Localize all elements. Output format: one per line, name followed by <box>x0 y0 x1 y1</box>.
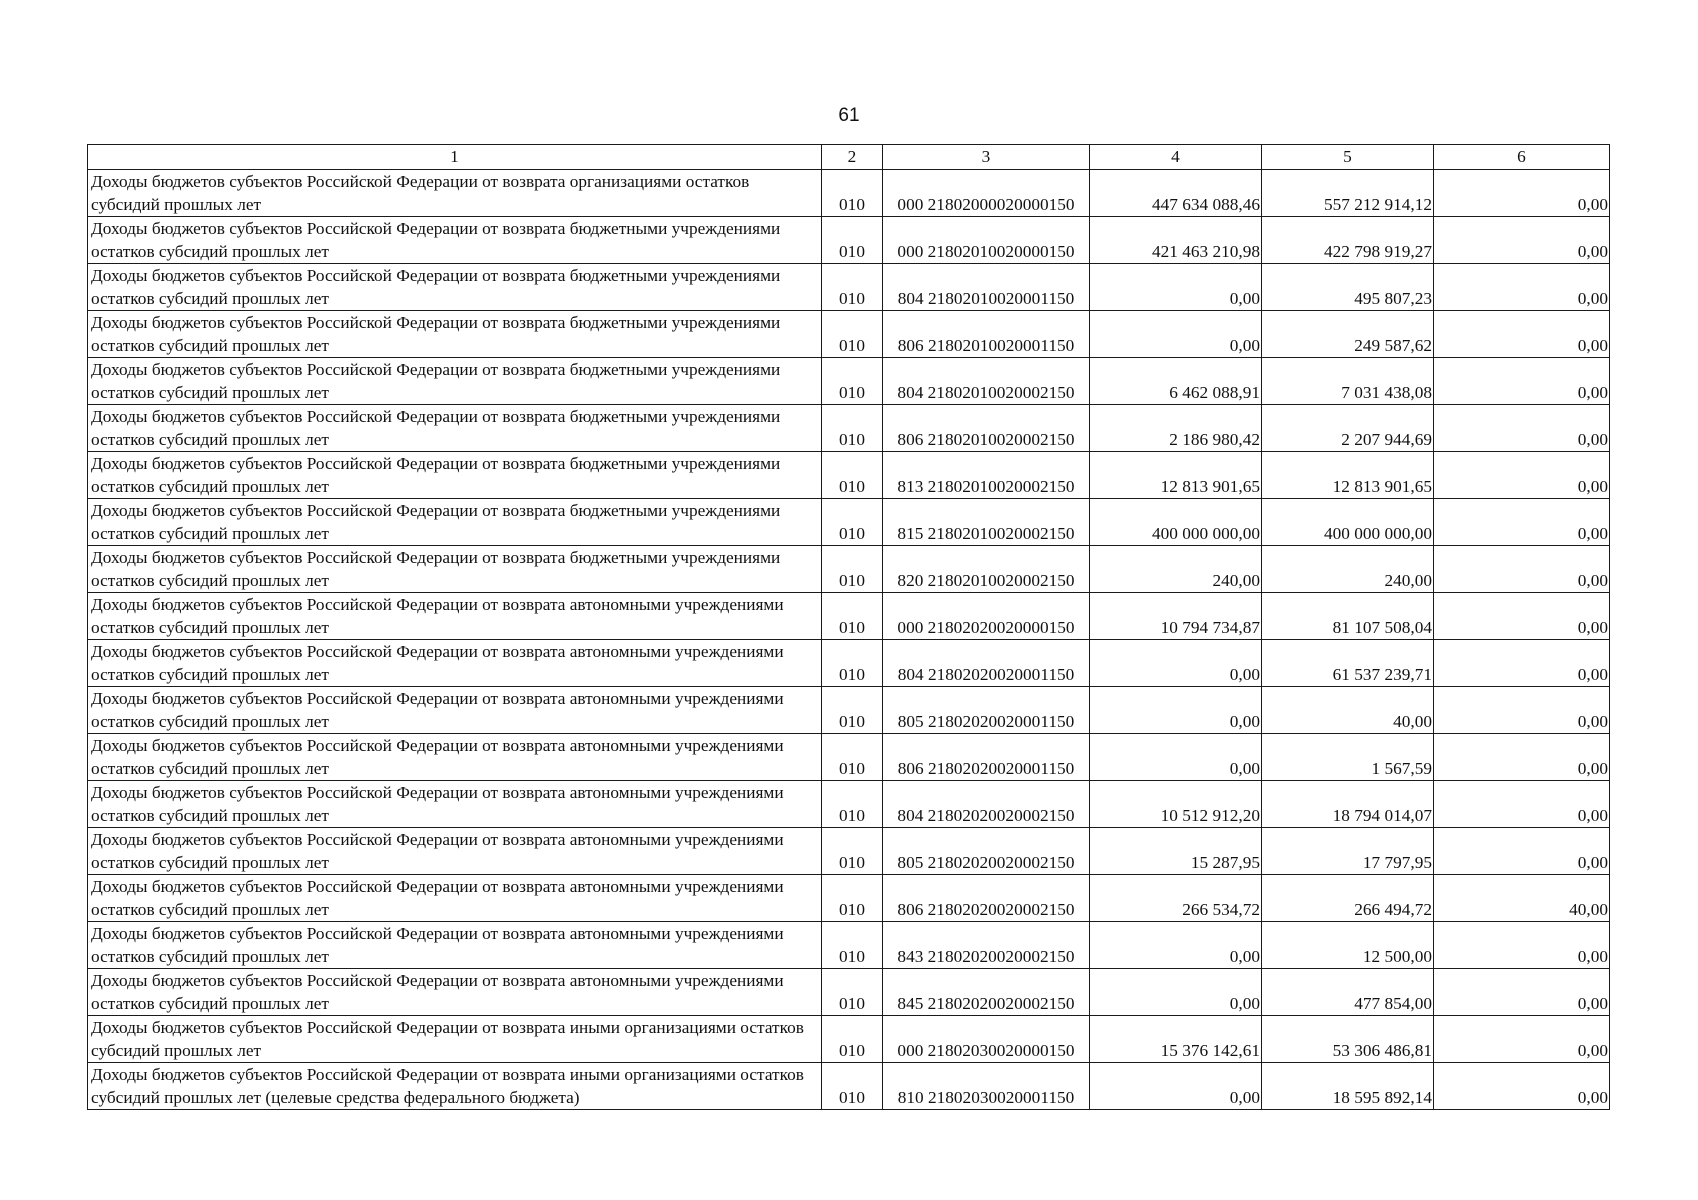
amount-col-5-cell: 53 306 486,81 <box>1262 1016 1434 1063</box>
amount-col-5-cell: 557 212 914,12 <box>1262 170 1434 217</box>
table-row <box>88 405 1610 452</box>
amount-col-6-cell: 0,00 <box>1434 264 1610 311</box>
amount-col-5-cell: 2 207 944,69 <box>1262 405 1434 452</box>
budget-code-cell: 815 21802010020002150 <box>883 499 1090 546</box>
header-row <box>88 145 1610 170</box>
amount-col-4-cell: 240,00 <box>1090 546 1262 593</box>
revenue-name-cell: Доходы бюджетов субъектов Российской Федерации от возврата иными организациями остатков субсидий прошлых лет (целевые средства федерального бюджета) <box>88 1063 822 1110</box>
amount-col-4-cell: 10 512 912,20 <box>1090 781 1262 828</box>
table-row <box>88 734 1610 781</box>
amount-col-4-cell: 400 000 000,00 <box>1090 499 1262 546</box>
table-row <box>88 969 1610 1016</box>
line-code-cell: 010 <box>822 593 883 640</box>
line-code-cell: 010 <box>822 170 883 217</box>
line-code-cell: 010 <box>822 969 883 1016</box>
budget-code-cell: 000 21802010020000150 <box>883 217 1090 264</box>
revenue-name-cell: Доходы бюджетов субъектов Российской Федерации от возврата организациями остатков субсидий прошлых лет <box>88 170 822 217</box>
amount-col-4-cell: 0,00 <box>1090 264 1262 311</box>
amount-col-4-cell: 15 287,95 <box>1090 828 1262 875</box>
revenue-name-cell: Доходы бюджетов субъектов Российской Федерации от возврата бюджетными учреждениями остатков субсидий прошлых лет <box>88 452 822 499</box>
amount-col-4-cell: 0,00 <box>1090 734 1262 781</box>
page-number: 61 <box>838 105 860 126</box>
amount-col-5-cell: 12 500,00 <box>1262 922 1434 969</box>
header-col-4: 4 <box>1090 145 1262 170</box>
line-code-cell: 010 <box>822 922 883 969</box>
amount-col-4-cell: 10 794 734,87 <box>1090 593 1262 640</box>
line-code-cell: 010 <box>822 875 883 922</box>
amount-col-6-cell: 0,00 <box>1434 922 1610 969</box>
revenue-name-cell: Доходы бюджетов субъектов Российской Федерации от возврата автономными учреждениями остатков субсидий прошлых лет <box>88 734 822 781</box>
table-row <box>88 358 1610 405</box>
amount-col-5-cell: 240,00 <box>1262 546 1434 593</box>
amount-col-5-cell: 18 595 892,14 <box>1262 1063 1434 1110</box>
table-row <box>88 1063 1610 1110</box>
table-row <box>88 781 1610 828</box>
line-code-cell: 010 <box>822 499 883 546</box>
amount-col-4-cell: 0,00 <box>1090 640 1262 687</box>
header-col-3: 3 <box>883 145 1090 170</box>
amount-col-6-cell: 0,00 <box>1434 170 1610 217</box>
revenue-name-cell: Доходы бюджетов субъектов Российской Федерации от возврата автономными учреждениями остатков субсидий прошлых лет <box>88 781 822 828</box>
header-col-1: 1 <box>88 145 822 170</box>
amount-col-4-cell: 421 463 210,98 <box>1090 217 1262 264</box>
amount-col-4-cell: 0,00 <box>1090 311 1262 358</box>
header-col-6: 6 <box>1434 145 1610 170</box>
table-row <box>88 170 1610 217</box>
budget-code-cell: 000 21802030020000150 <box>883 1016 1090 1063</box>
table-header <box>88 145 1610 170</box>
amount-col-6-cell: 0,00 <box>1434 734 1610 781</box>
report-table <box>87 144 1610 1110</box>
revenue-name-cell: Доходы бюджетов субъектов Российской Федерации от возврата автономными учреждениями остатков субсидий прошлых лет <box>88 969 822 1016</box>
line-code-cell: 010 <box>822 405 883 452</box>
amount-col-5-cell: 400 000 000,00 <box>1262 499 1434 546</box>
revenue-name-cell: Доходы бюджетов субъектов Российской Федерации от возврата автономными учреждениями остатков субсидий прошлых лет <box>88 828 822 875</box>
amount-col-4-cell: 266 534,72 <box>1090 875 1262 922</box>
amount-col-5-cell: 495 807,23 <box>1262 264 1434 311</box>
amount-col-6-cell: 0,00 <box>1434 1016 1610 1063</box>
line-code-cell: 010 <box>822 217 883 264</box>
amount-col-6-cell: 0,00 <box>1434 781 1610 828</box>
revenue-name-cell: Доходы бюджетов субъектов Российской Федерации от возврата автономными учреждениями остатков субсидий прошлых лет <box>88 875 822 922</box>
budget-code-cell: 805 21802020020001150 <box>883 687 1090 734</box>
table-row <box>88 217 1610 264</box>
amount-col-6-cell: 0,00 <box>1434 969 1610 1016</box>
line-code-cell: 010 <box>822 687 883 734</box>
budget-code-cell: 000 21802000020000150 <box>883 170 1090 217</box>
amount-col-5-cell: 17 797,95 <box>1262 828 1434 875</box>
header-col-5: 5 <box>1262 145 1434 170</box>
table-row <box>88 875 1610 922</box>
amount-col-5-cell: 40,00 <box>1262 687 1434 734</box>
amount-col-6-cell: 40,00 <box>1434 875 1610 922</box>
line-code-cell: 010 <box>822 264 883 311</box>
amount-col-6-cell: 0,00 <box>1434 311 1610 358</box>
line-code-cell: 010 <box>822 358 883 405</box>
table-row <box>88 828 1610 875</box>
line-code-cell: 010 <box>822 734 883 781</box>
table-row <box>88 546 1610 593</box>
revenue-name-cell: Доходы бюджетов субъектов Российской Федерации от возврата бюджетными учреждениями остатков субсидий прошлых лет <box>88 217 822 264</box>
budget-code-cell: 805 21802020020002150 <box>883 828 1090 875</box>
budget-code-cell: 806 21802010020001150 <box>883 311 1090 358</box>
revenue-name-cell: Доходы бюджетов субъектов Российской Федерации от возврата бюджетными учреждениями остатков субсидий прошлых лет <box>88 311 822 358</box>
amount-col-6-cell: 0,00 <box>1434 687 1610 734</box>
amount-col-6-cell: 0,00 <box>1434 405 1610 452</box>
amount-col-6-cell: 0,00 <box>1434 217 1610 264</box>
budget-code-cell: 000 21802020020000150 <box>883 593 1090 640</box>
amount-col-5-cell: 477 854,00 <box>1262 969 1434 1016</box>
amount-col-4-cell: 0,00 <box>1090 922 1262 969</box>
revenue-name-cell: Доходы бюджетов субъектов Российской Федерации от возврата бюджетными учреждениями остатков субсидий прошлых лет <box>88 546 822 593</box>
line-code-cell: 010 <box>822 781 883 828</box>
table-row <box>88 452 1610 499</box>
table-row <box>88 499 1610 546</box>
budget-code-cell: 845 21802020020002150 <box>883 969 1090 1016</box>
budget-code-cell: 806 21802020020002150 <box>883 875 1090 922</box>
table-row <box>88 264 1610 311</box>
amount-col-6-cell: 0,00 <box>1434 546 1610 593</box>
budget-code-cell: 813 21802010020002150 <box>883 452 1090 499</box>
budget-code-cell: 810 21802030020001150 <box>883 1063 1090 1110</box>
amount-col-4-cell: 0,00 <box>1090 969 1262 1016</box>
table-row <box>88 1016 1610 1063</box>
budget-code-cell: 806 21802020020001150 <box>883 734 1090 781</box>
amount-col-5-cell: 12 813 901,65 <box>1262 452 1434 499</box>
amount-col-4-cell: 447 634 088,46 <box>1090 170 1262 217</box>
table-row <box>88 311 1610 358</box>
line-code-cell: 010 <box>822 640 883 687</box>
budget-code-cell: 804 21802010020002150 <box>883 358 1090 405</box>
revenue-name-cell: Доходы бюджетов субъектов Российской Федерации от возврата бюджетными учреждениями остатков субсидий прошлых лет <box>88 264 822 311</box>
table-row <box>88 922 1610 969</box>
revenue-name-cell: Доходы бюджетов субъектов Российской Федерации от возврата бюджетными учреждениями остатков субсидий прошлых лет <box>88 358 822 405</box>
revenue-name-cell: Доходы бюджетов субъектов Российской Федерации от возврата автономными учреждениями остатков субсидий прошлых лет <box>88 593 822 640</box>
amount-col-6-cell: 0,00 <box>1434 640 1610 687</box>
line-code-cell: 010 <box>822 546 883 593</box>
revenue-name-cell: Доходы бюджетов субъектов Российской Федерации от возврата бюджетными учреждениями остатков субсидий прошлых лет <box>88 405 822 452</box>
line-code-cell: 010 <box>822 1063 883 1110</box>
revenue-name-cell: Доходы бюджетов субъектов Российской Федерации от возврата автономными учреждениями остатков субсидий прошлых лет <box>88 922 822 969</box>
budget-code-cell: 806 21802010020002150 <box>883 405 1090 452</box>
amount-col-5-cell: 1 567,59 <box>1262 734 1434 781</box>
budget-code-cell: 804 21802020020002150 <box>883 781 1090 828</box>
amount-col-6-cell: 0,00 <box>1434 452 1610 499</box>
amount-col-6-cell: 0,00 <box>1434 1063 1610 1110</box>
table-body <box>88 170 1610 1110</box>
amount-col-6-cell: 0,00 <box>1434 358 1610 405</box>
amount-col-5-cell: 422 798 919,27 <box>1262 217 1434 264</box>
amount-col-5-cell: 7 031 438,08 <box>1262 358 1434 405</box>
line-code-cell: 010 <box>822 311 883 358</box>
revenue-name-cell: Доходы бюджетов субъектов Российской Федерации от возврата автономными учреждениями остатков субсидий прошлых лет <box>88 640 822 687</box>
revenue-name-cell: Доходы бюджетов субъектов Российской Федерации от возврата иными организациями остатков субсидий прошлых лет <box>88 1016 822 1063</box>
table-row <box>88 593 1610 640</box>
revenue-name-cell: Доходы бюджетов субъектов Российской Федерации от возврата автономными учреждениями остатков субсидий прошлых лет <box>88 687 822 734</box>
amount-col-5-cell: 266 494,72 <box>1262 875 1434 922</box>
amount-col-5-cell: 249 587,62 <box>1262 311 1434 358</box>
amount-col-6-cell: 0,00 <box>1434 499 1610 546</box>
amount-col-4-cell: 15 376 142,61 <box>1090 1016 1262 1063</box>
table-row <box>88 640 1610 687</box>
amount-col-4-cell: 6 462 088,91 <box>1090 358 1262 405</box>
amount-col-6-cell: 0,00 <box>1434 593 1610 640</box>
amount-col-4-cell: 12 813 901,65 <box>1090 452 1262 499</box>
amount-col-5-cell: 81 107 508,04 <box>1262 593 1434 640</box>
table-row <box>88 687 1610 734</box>
line-code-cell: 010 <box>822 828 883 875</box>
amount-col-4-cell: 2 186 980,42 <box>1090 405 1262 452</box>
line-code-cell: 010 <box>822 1016 883 1063</box>
amount-col-6-cell: 0,00 <box>1434 828 1610 875</box>
revenue-name-cell: Доходы бюджетов субъектов Российской Федерации от возврата бюджетными учреждениями остатков субсидий прошлых лет <box>88 499 822 546</box>
budget-code-cell: 820 21802010020002150 <box>883 546 1090 593</box>
header-col-2: 2 <box>822 145 883 170</box>
amount-col-4-cell: 0,00 <box>1090 1063 1262 1110</box>
amount-col-4-cell: 0,00 <box>1090 687 1262 734</box>
line-code-cell: 010 <box>822 452 883 499</box>
amount-col-5-cell: 18 794 014,07 <box>1262 781 1434 828</box>
budget-code-cell: 804 21802010020001150 <box>883 264 1090 311</box>
budget-code-cell: 843 21802020020002150 <box>883 922 1090 969</box>
budget-code-cell: 804 21802020020001150 <box>883 640 1090 687</box>
amount-col-5-cell: 61 537 239,71 <box>1262 640 1434 687</box>
